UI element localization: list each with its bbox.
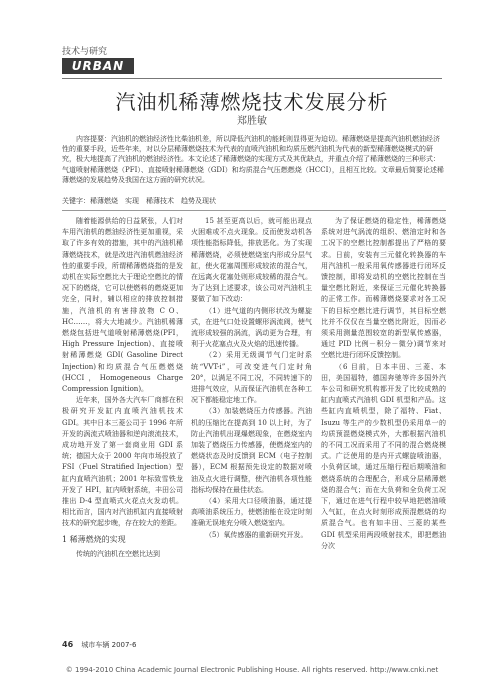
paragraph: （5）氧传感器的重新研究开发。 — [205, 530, 308, 539]
paragraph: 近年来，国外各大汽车厂商都在积极研究开发缸内直喷汽油机技术 GDI。其中日本三菱公司于 1996 年所开发的涡流式喷油器和逆向滚流技术，成功地开发了第一套商业用 GDI 系统；德国大众于 2000 年向市场投放了 FSI（Fuel Stratified Injection）型缸内直喷汽油机；2001 年标致雪铁龙开发了 HPI，缸内喷射系统，丰田公司推出 D-4 型直喷式火花点火发动机。相比而言，国内对汽油机缸内直接喷射技术的研究起步晚，存在较大的差距。 — [62, 396, 183, 528]
body-column-1 — [62, 216, 183, 560]
section-banner — [62, 58, 134, 74]
article-keywords: 关键字：稀薄燃烧 实现 稀薄技术 趋势及现状 — [62, 197, 216, 205]
paragraph: （2）采用无级调节气门定时系统“VVT-i”，可改变进气门定时角 20°，以满足不同工况，不同转速下的进排气效应，从而保证汽油机在各种工况下都能稳定地工作。 — [191, 351, 312, 405]
page-number: 46 — [62, 640, 74, 649]
section-label: 技术与研究 — [62, 47, 108, 57]
paragraph: 为了保证燃烧的稳定性，稀薄燃烧系统对进气涡流的组织、燃油定时和各工况下的空燃比控制都提出了严格的要求。日前，安装有三元催化转换器的车用汽油机一般采用氧传感器进行闭环反馈控制，即将发动机的空燃比控制在当量空燃比附近，来保证三元催化转换器的正常工作。而稀薄燃烧要求对各工况下的目标空燃比进行调节，其目标空燃比并不仅仅在当量空燃比附近，因而必须采用测量范围较宽的新型氧传感器，通过 PID 比例－积分－微分)调节来对空燃比进行闭环反馈控制。 — [321, 217, 446, 360]
copyright-notice: © 1994-2010 China Academic Journal Electronic Publishing House. All rights reserved. http://www.cnki.net — [65, 666, 439, 674]
header-divider — [62, 78, 442, 79]
article-title: 汽油机稀薄燃烧技术发展分析 — [115, 90, 389, 114]
journal-issue: 2007-6 — [111, 641, 137, 649]
page-footer — [62, 640, 136, 650]
body-column-2 — [191, 216, 312, 541]
paragraph: （6 目前，日本丰田、三菱、本田，美国福特，德国奔驰等许多国外汽车公司和研究机构都开发了比较成熟的缸内直喷式汽油机 GDI 机型和产品。这些缸内直喷机型，除了福特、Fiat、Isuzu 等生产的少数机型仍采用单一的均质预混燃烧模式外，大都根据汽油机的不同工况而采用了不同的混合燃烧模式。广泛使用的是内开式螺旋喷油器，小负荷区域，通过压缩行程后期喷油和燃烧系统的合理配合，形成分层稀薄燃烧的混合气；而在大负荷和全负荷工况下，通过在进气行程中较早地把燃油喷入气缸，在点火时刻形成预混燃烧的均质混合气。也有如丰田、三菱的某些 GDI 机型采用两段喷射技术，即把燃油分次 — [321, 362, 446, 550]
paragraph: 随着能源供给的日益紧张，人们对车用汽油机的燃油经济性更加重视，采取了许多有效的措施，其中的汽油机稀薄燃烧技术，就是改进汽油机燃油经济性的重要手段，所谓稀薄燃烧指的是发动机在实际空燃比大于理论空燃比的情况下的燃烧，它可以使燃料的燃烧更加完全，同时，辅以相应的排放控制措施，汽油机的有害排放物 C O、HC……，将大大地减少。汽油机稀薄燃烧包括进气道喷射稀薄燃烧(PFI，High Pressure Injection)、直接喷射稀薄燃烧 GDI( Gasoline Direct Injection)和均质混合气压燃燃烧(HCCI，Homogeneous Charge Compression Ignition)。 — [62, 217, 183, 394]
paragraph: （1）进气道的内侧形状改为螺旋式，在进气口处设置螺形涡流阀，使气流形成较强的涡流，涡动更为合理，有利于火花塞点火及火焰的迅速传播。 — [191, 306, 312, 349]
abstract-divider — [62, 210, 446, 211]
paragraph: （3）加装燃烧压力传感器。汽油机的压缩比在提高到 10 以上时，为了防止汽油机出现爆燃现象，在燃烧室内加装了燃烧压力传感器，使燃烧室内的燃烧状态及时反馈到 ECM（电子控制器），ECM 根据预先设定的数据对喷油及点火进行调整，使汽油机各项性能指标均保持在最佳状态。 — [191, 407, 312, 494]
journal-name: 城市车辆 — [81, 641, 110, 649]
section-heading: 1 稀薄燃烧的实现 — [62, 534, 126, 544]
article-author: 郑胜敏 — [237, 116, 267, 127]
paragraph: （4）采用大口径喷油器，通过提高喷油系统压力，使燃油能在设定时刻准确无误地充分喷入燃烧室内。 — [191, 497, 312, 528]
body-column-3 — [321, 216, 446, 552]
banner-logo-text: URBAN — [71, 59, 125, 73]
paragraph: 15 甚至更高以后，就可能出现点火困难或不点火现象。反而使发动机各项性能指标降低，排放恶化。为了实现稀薄燃烧，必须使燃烧室内形成分层气缸，使火花塞周围形成较浓的混合气，在远离火花塞处则形成较稀的混合气。为了达到上述要求，该公司对汽油机主要做了如下改动： — [191, 217, 312, 304]
paragraph: 传统的汽油机在空燃比达到 — [76, 549, 160, 558]
article-abstract: 内容提要：汽油机的燃油经济性比柴油机差，所以降低汽油机的能耗则显得更为迫切。稀薄燃烧是提高汽油机燃油经济性的重要手段，近些年来，对以分层稀薄燃烧技术为代表的直喷汽油机和均质压燃汽油机为代表的新型稀薄燃烧模式的研究，极大地提高了汽油机的燃油经济性。本文论述了稀薄燃烧的实现方式及其优缺点，并重点介绍了稀薄燃烧的三种形式：气道喷射稀薄燃烧（PFI）、直接喷射稀薄燃烧（GDI）和均质混合气压燃燃烧（HCCI），且相互比较。文章最后简要论述稀薄燃烧的发展趋势及我国在这方面的研究状况。 — [62, 135, 444, 184]
